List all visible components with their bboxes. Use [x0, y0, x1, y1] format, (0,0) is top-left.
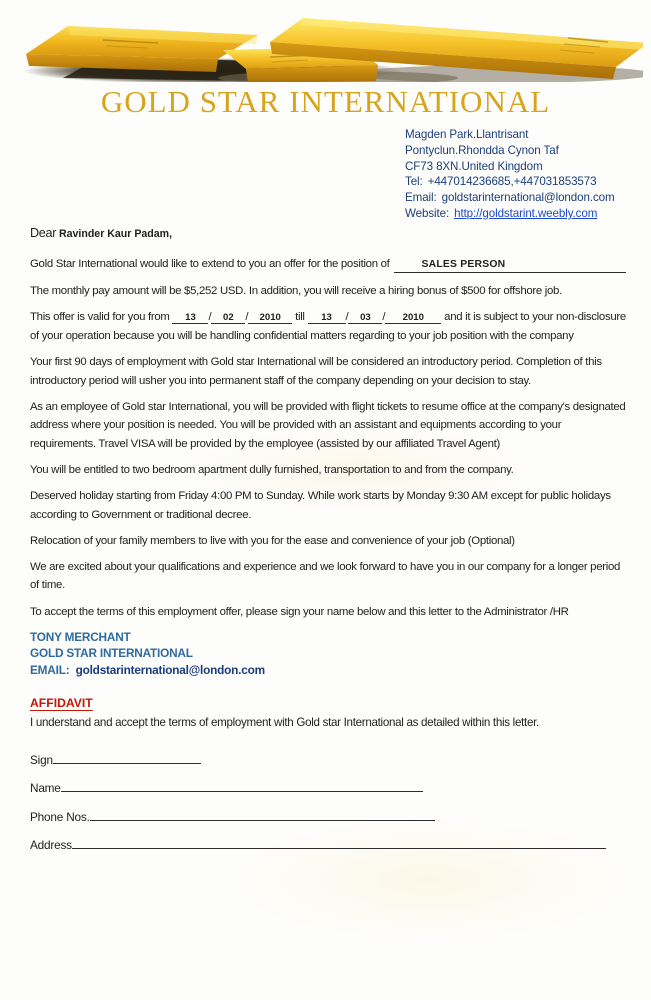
from-day-field: 13	[172, 312, 208, 324]
tel-label: Tel:	[405, 175, 423, 189]
email-label: Email:	[405, 191, 437, 205]
tel-numbers: +447014236685,+447031853573	[427, 175, 597, 189]
signer-name: TONY MERCHANT	[30, 629, 131, 644]
gold-bars-illustration	[8, 8, 643, 82]
sign-blank-line	[53, 750, 201, 764]
signer-company: GOLD STAR INTERNATIONAL	[30, 646, 193, 661]
introductory-period-paragraph: Your first 90 days of employment with Gold star International will be considered an introductory period. Completion of this introductory period will usher you into permanent staff of the company depending on your decision to stay.	[30, 355, 602, 387]
salutation-prefix: Dear	[30, 226, 57, 240]
affidavit-statement: I understand and accept the terms of employment with Gold star International as detailed within this letter.	[30, 715, 539, 729]
website-line	[405, 206, 615, 222]
flight-tickets-paragraph: As an employee of Gold star International, you will be provided with flight tickets to resume office at the company's designated address where your position is needed. You will be provided with an assistant and equipments according to your requirements. Travel VISA will be provided by the employee (assisted by our affiliated Travel Agent)	[30, 400, 626, 450]
affidavit-heading: AFFIDAVIT	[30, 696, 93, 711]
holiday-paragraph: Deserved holiday starting from Friday 4:00 PM to Sunday. While work starts by Monday 9:30 AM except for public holidays according to Government or traditional decree.	[30, 490, 611, 521]
affidavit-fields	[30, 750, 626, 855]
email-address: goldstarinternational@london.com	[441, 191, 615, 205]
from-month-field: 02	[211, 312, 245, 324]
contact-block	[405, 127, 615, 222]
apartment-paragraph: You will be entitled to two bedroom apartment dully furnished, transportation to and from the company.	[30, 463, 514, 476]
offer-intro-text: Gold Star International would like to extend to you an offer for the position of	[30, 257, 390, 270]
signer-email-address: goldstarinternational@london.com	[75, 662, 265, 677]
closing-paragraph: We are excited about your qualifications and experience and we look forward to have you in our company for a longer period of time.	[30, 560, 621, 592]
position-underline	[394, 257, 626, 273]
address-blank-line	[72, 835, 606, 849]
email-line	[405, 190, 615, 206]
validity-suffix: and it is subject to your non-disclosure of your operation because you will be handling confidential matters regarding to your job position with the company	[30, 311, 626, 342]
name-label: Name	[30, 781, 61, 796]
offer-position-line	[30, 255, 626, 274]
letter-body	[30, 224, 626, 864]
website-link[interactable]: http://goldstarint.weebly.com	[454, 206, 598, 220]
phone-label: Phone Nos.	[30, 809, 90, 824]
sign-field-row	[30, 750, 626, 769]
sign-label: Sign	[30, 752, 53, 767]
signer-email-label: EMAIL:	[30, 662, 70, 677]
name-blank-line	[61, 778, 423, 792]
from-year-field: 2010	[248, 312, 292, 324]
phone-blank-line	[90, 807, 435, 821]
company-title: GOLD STAR INTERNATIONAL	[100, 84, 551, 119]
validity-paragraph: This offer is valid for you from 13 / 02 / 2010 till 13 / 03 / 2010 and it is subject to your non-disclosure of your operation because you will be handling confidential matters regarding to your job position with the company	[30, 311, 626, 342]
validity-prefix: This offer is valid for you from	[30, 311, 170, 324]
phone-field-row	[30, 807, 626, 826]
address-line-2: Pontyclun.Rhondda Cynon Taf	[405, 143, 559, 157]
recipient-name: Ravinder Kaur Padam,	[58, 228, 173, 240]
gold-bars-image	[8, 8, 643, 82]
address-label: Address	[30, 838, 72, 853]
relocation-paragraph: Relocation of your family members to live with you for the ease and convenience of your job (Optional)	[30, 534, 515, 547]
address-line-1: Magden Park.Llantrisant	[405, 128, 529, 141]
signature-block	[30, 629, 626, 679]
signer-email-line	[30, 662, 626, 679]
name-field-row	[30, 778, 626, 797]
till-day-field: 13	[308, 312, 346, 324]
position-value: SALES PERSON	[421, 259, 506, 271]
till-label: till	[295, 311, 305, 324]
website-label: Website:	[405, 206, 450, 220]
till-year-field: 2010	[385, 312, 441, 324]
till-month-field: 03	[348, 312, 382, 324]
pay-paragraph: The monthly pay amount will be $5,252 USD. In addition, you will receive a hiring bonus of $500 for offshore job.	[30, 285, 562, 298]
address-line-3: CF73 8XN.United Kingdom	[405, 159, 543, 173]
phone-line	[405, 174, 615, 190]
address-field-row	[30, 835, 626, 854]
accept-terms-paragraph: To accept the terms of this employment offer, please sign your name below and this letter to the Administrator /HR	[30, 605, 569, 618]
salutation	[30, 224, 626, 244]
